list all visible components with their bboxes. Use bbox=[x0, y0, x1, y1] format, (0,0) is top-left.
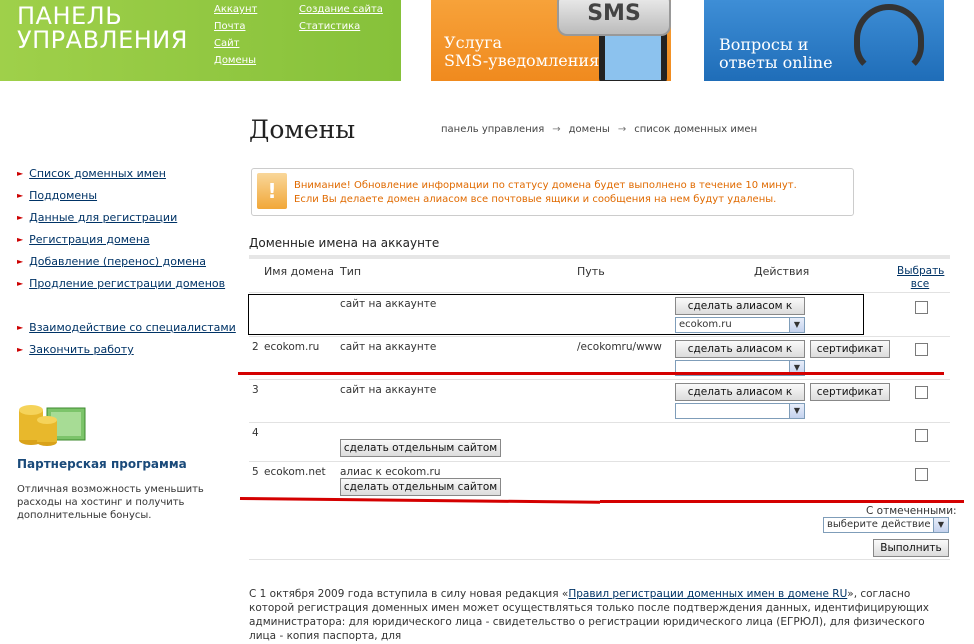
row2-alias-button[interactable]: сделать алиасом к bbox=[675, 340, 805, 358]
execute-button[interactable]: Выполнить bbox=[873, 539, 949, 557]
sidebar-item-specialists[interactable] bbox=[17, 321, 236, 334]
row2-number: 2 bbox=[252, 341, 259, 353]
bullet-icon: ► bbox=[17, 257, 24, 266]
footer-notice bbox=[249, 587, 954, 643]
headset-icon bbox=[854, 4, 924, 74]
warning-line-2: Если Вы делаете домен алиасом все почтовые ящики и сообщения на нем будут удалены. bbox=[294, 194, 777, 205]
row5-domain-name: ecokom.net bbox=[264, 466, 326, 478]
title-line-1: ПАНЕЛЬ bbox=[17, 2, 123, 30]
bullet-icon: ► bbox=[17, 213, 24, 222]
row4-checkbox[interactable] bbox=[915, 429, 928, 442]
chevron-down-icon: ▼ bbox=[789, 318, 804, 332]
row-divider bbox=[249, 379, 950, 380]
exclamation-icon: ! bbox=[257, 173, 287, 209]
row1-type: сайт на аккаунте bbox=[340, 298, 437, 310]
sidebar-link[interactable]: Добавление (перенос) домена bbox=[29, 255, 206, 268]
sidebar-item-register-domain[interactable] bbox=[17, 233, 150, 246]
row3-checkbox[interactable] bbox=[915, 386, 928, 399]
coins-icon bbox=[17, 396, 87, 448]
sidebar-link[interactable]: Регистрация домена bbox=[29, 233, 150, 246]
row2-certificate-button[interactable]: сертификат bbox=[810, 340, 890, 358]
sidebar-link[interactable]: Список доменных имен bbox=[29, 167, 166, 180]
bulk-action-select[interactable] bbox=[823, 517, 949, 533]
bullet-icon: ► bbox=[17, 191, 24, 200]
page-title: Домены bbox=[249, 115, 356, 144]
section-divider bbox=[249, 255, 950, 259]
breadcrumb-item[interactable]: панель управления bbox=[441, 124, 545, 135]
partner-program-text: Отличная возможность уменьшить расходы на хостинг и получить дополнительные бонусы. bbox=[17, 484, 204, 521]
nav-mail[interactable]: Почта bbox=[214, 21, 246, 32]
nav-site-builder[interactable]: Создание сайта bbox=[299, 4, 383, 15]
row5-number: 5 bbox=[252, 466, 259, 478]
annotation-underline bbox=[238, 372, 944, 375]
chevron-down-icon: ▼ bbox=[933, 518, 948, 532]
bulk-select-value: выберите действие bbox=[827, 519, 931, 530]
nav-account[interactable]: Аккаунт bbox=[214, 4, 258, 15]
help-banner[interactable] bbox=[704, 0, 944, 81]
nav-domains[interactable]: Домены bbox=[214, 55, 257, 66]
row4-number: 4 bbox=[252, 427, 259, 439]
row-divider bbox=[249, 461, 950, 462]
row-divider bbox=[249, 292, 950, 293]
sms-bubble-icon: SMS bbox=[557, 0, 671, 36]
partner-program-title[interactable]: Партнерская программа bbox=[17, 457, 187, 471]
sidebar-item-renew[interactable] bbox=[17, 277, 225, 290]
bullet-icon: ► bbox=[17, 323, 24, 332]
row-divider bbox=[249, 336, 950, 337]
row3-number: 3 bbox=[252, 384, 259, 396]
row3-alias-button[interactable]: сделать алиасом к bbox=[675, 383, 805, 401]
header-domain-name: Имя домена bbox=[264, 265, 334, 278]
sidebar-link[interactable]: Поддомены bbox=[29, 189, 98, 202]
sidebar-link[interactable]: Данные для регистрации bbox=[29, 211, 178, 224]
warning-box bbox=[251, 168, 854, 216]
sms-banner-line2: SMS-уведомления bbox=[444, 51, 600, 70]
row1-alias-select[interactable] bbox=[675, 317, 805, 333]
row2-domain-name: ecokom.ru bbox=[264, 341, 320, 353]
control-panel-title bbox=[17, 4, 188, 52]
footer-text-after: », согласно которой регистрация доменных имен может осуществляться только после подтверждения данных, идентифицирующих администратора: для юридического лица - свидетельство о регистрации юридического лица (ЕГРЮЛ), для физического лица - копия паспорта, для bbox=[249, 588, 929, 642]
chevron-down-icon: ▼ bbox=[789, 404, 804, 418]
sms-banner[interactable] bbox=[431, 0, 671, 81]
help-banner-line1: Вопросы и bbox=[719, 35, 809, 54]
registration-rules-link[interactable]: Правил регистрации доменных имен в домене RU bbox=[568, 588, 848, 600]
footer-text-before: С 1 октября 2009 года вступила в силу новая редакция « bbox=[249, 588, 569, 600]
annotation-underline bbox=[240, 497, 600, 504]
row2-path: /ecokomru/www bbox=[577, 341, 662, 353]
nav-site[interactable]: Сайт bbox=[214, 38, 240, 49]
row-divider bbox=[249, 422, 950, 423]
bulk-label: С отмеченными: bbox=[866, 505, 957, 517]
header-actions: Действия bbox=[754, 265, 810, 278]
select-all-link[interactable] bbox=[897, 265, 943, 291]
row2-type: сайт на аккаунте bbox=[340, 341, 437, 353]
bullet-icon: ► bbox=[17, 345, 24, 354]
warning-line-1: Внимание! Обновление информации по статусу домена будет выполнено в течение 10 минут. bbox=[294, 180, 797, 191]
sms-banner-line1: Услуга bbox=[444, 33, 503, 52]
arrow-right-icon: → bbox=[552, 124, 561, 135]
row3-alias-select[interactable] bbox=[675, 403, 805, 419]
sidebar-item-subdomains[interactable] bbox=[17, 189, 97, 202]
arrow-right-icon: → bbox=[617, 124, 627, 135]
sidebar-item-domain-list[interactable] bbox=[17, 167, 166, 180]
breadcrumb-item[interactable]: домены bbox=[568, 124, 610, 135]
chevron-down-icon: ▼ bbox=[789, 361, 804, 375]
row5-type: алиас к ecokom.ru bbox=[340, 466, 441, 478]
breadcrumb-item: список доменных имен bbox=[634, 124, 758, 135]
header-path: Путь bbox=[577, 265, 605, 278]
sidebar-item-add-domain[interactable] bbox=[17, 255, 206, 268]
nav-statistics[interactable]: Статистика bbox=[299, 21, 361, 32]
help-banner-line2: ответы online bbox=[719, 53, 833, 72]
header-type: Тип bbox=[340, 265, 362, 278]
row5-checkbox[interactable] bbox=[915, 468, 928, 481]
sidebar-item-registration-data[interactable] bbox=[17, 211, 177, 224]
row3-certificate-button[interactable]: сертификат bbox=[810, 383, 890, 401]
sidebar-link[interactable]: Взаимодействие со специалистами bbox=[29, 321, 236, 334]
bullet-icon: ► bbox=[17, 235, 24, 244]
annotation-underline bbox=[600, 500, 964, 503]
row2-checkbox[interactable] bbox=[915, 343, 928, 356]
row1-alias-button[interactable]: сделать алиасом к bbox=[675, 297, 805, 315]
sidebar-link[interactable]: Продление регистрации доменов bbox=[29, 277, 226, 290]
select-all-line1: Выбрать bbox=[897, 265, 945, 277]
row-divider bbox=[249, 559, 950, 560]
row3-type: сайт на аккаунте bbox=[340, 384, 437, 396]
title-line-2: УПРАВЛЕНИЯ bbox=[17, 26, 188, 54]
select-all-line2: все bbox=[910, 278, 930, 290]
bullet-icon: ► bbox=[17, 169, 24, 178]
sidebar-item-logout[interactable] bbox=[17, 343, 134, 356]
bullet-icon: ► bbox=[17, 279, 24, 288]
section-title: Доменные имена на аккаунте bbox=[249, 236, 440, 250]
row4-standalone-button[interactable]: сделать отдельным сайтом bbox=[340, 439, 501, 457]
breadcrumb bbox=[441, 124, 757, 135]
row1-select-value: ecokom.ru bbox=[679, 319, 732, 330]
row5-standalone-button[interactable]: сделать отдельным сайтом bbox=[340, 478, 501, 496]
row1-checkbox[interactable] bbox=[915, 301, 928, 314]
sidebar-link[interactable]: Закончить работу bbox=[29, 343, 134, 356]
